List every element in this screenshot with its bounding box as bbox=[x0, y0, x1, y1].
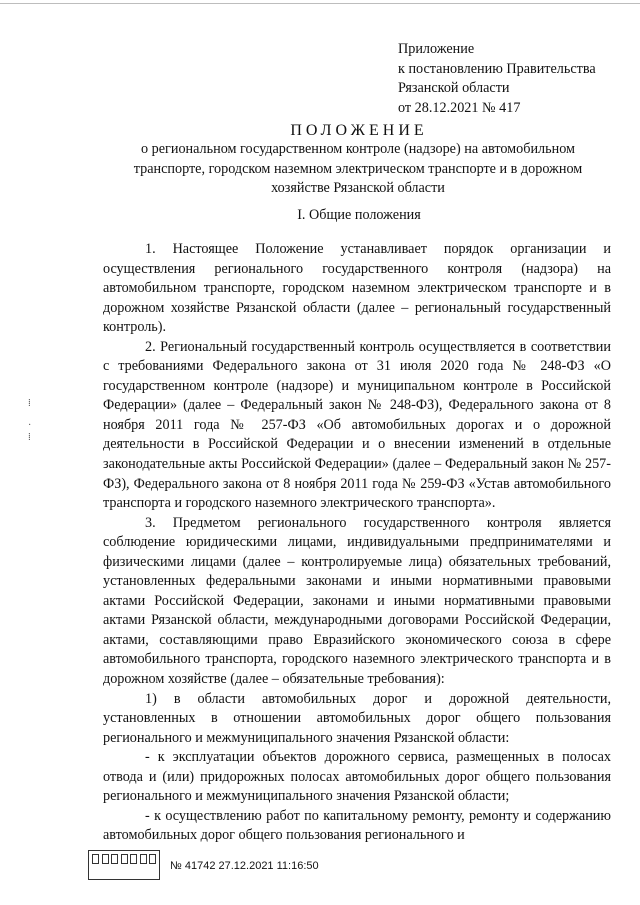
appendix-line: к постановлению Правительства bbox=[398, 60, 596, 77]
paragraph: 1) в области автомобильных дорог и дорожной деятельности, установленных в отношении автомобильных дорог общего пользования регионального и межмуниципального значения Рязанской области: bbox=[103, 690, 611, 746]
paragraph: - к эксплуатации объектов дорожного сервиса, размещенных в полосах отвода и (или) придорожных полосах автомобильных дорог общего пользования регионального и межмуниципального значения Рязанской области; bbox=[103, 749, 611, 805]
appendix-line: от 28.12.2021 № 417 bbox=[398, 99, 521, 116]
document-title: ПОЛОЖЕНИЕ bbox=[290, 122, 428, 139]
document-registration-number: № 41742 27.12.2021 11:16:50 bbox=[170, 860, 319, 872]
scan-mark: ⁞ bbox=[28, 398, 31, 409]
paragraph: 1. Настоящее Положение устанавливает порядок организации и осуществления регионального государственного контроля (надзора) на автомобильном транспорте, городском наземном электрическом транспорте и в дорожном хозяйстве Рязанской области (далее – региональный государственный контроль). bbox=[103, 241, 611, 336]
scan-mark: ⁞ bbox=[28, 432, 31, 443]
document-body bbox=[103, 240, 611, 846]
paragraph: - к осуществлению работ по капитальному ремонту, ремонту и содержанию автомобильных дорог общего пользования регионального и bbox=[103, 807, 611, 844]
footer bbox=[88, 848, 628, 888]
paragraph: 3. Предметом регионального государственного контроля является соблюдение юридическими лицами, индивидуальными предпринимателями и физическими лицами (далее – контролируемые лица) обязательных требований, установленных федеральными законами и иными нормативными правовыми актами Российской Федерации, законами и иными нормативными правовыми актами Рязанской области, международными договорами Российской Федерации, актами, составляющими право Евразийского экономического союза в сфере автомобильного транспорта, городского наземного электрического транспорта и в дорожном хозяйстве (далее – обязательные требования): bbox=[103, 514, 611, 688]
section-heading: I. Общие положения bbox=[297, 207, 421, 223]
appendix-line: Рязанской области bbox=[398, 80, 510, 96]
registration-stamp-icon bbox=[88, 850, 160, 880]
scan-mark: · bbox=[28, 420, 32, 431]
document-subtitle: о региональном государственном контроле (надзоре) на автомобильном транспорте, городском наземном электрическом транспорте и в дорожном хозяйстве Рязанской области bbox=[133, 141, 583, 196]
scan-edge-line bbox=[0, 3, 640, 4]
appendix-line: Приложение bbox=[398, 41, 475, 57]
paragraph: 2. Региональный государственный контроль осуществляется в соответствии с требованиями Федерального закона от 31 июля 2020 года № 248-ФЗ «О государственном контроле (надзоре) и муниципальном контроле в Российской Федерации» (далее – Федеральный закон № 248-ФЗ), Федерального закона от 8 ноября 2011 года № 257-ФЗ «Об автомобильных дорогах и о дорожной деятельности в Российской Федерации и о внесении изменений в отдельные законодательные акты Российской Федерации» (далее – Федеральный закон № 257-ФЗ), Федерального закона от 8 ноября 2011 года № 259-ФЗ «Устав автомобильного транспорта и городского наземного электрического транспорта». bbox=[103, 338, 611, 512]
appendix-block bbox=[398, 40, 596, 118]
